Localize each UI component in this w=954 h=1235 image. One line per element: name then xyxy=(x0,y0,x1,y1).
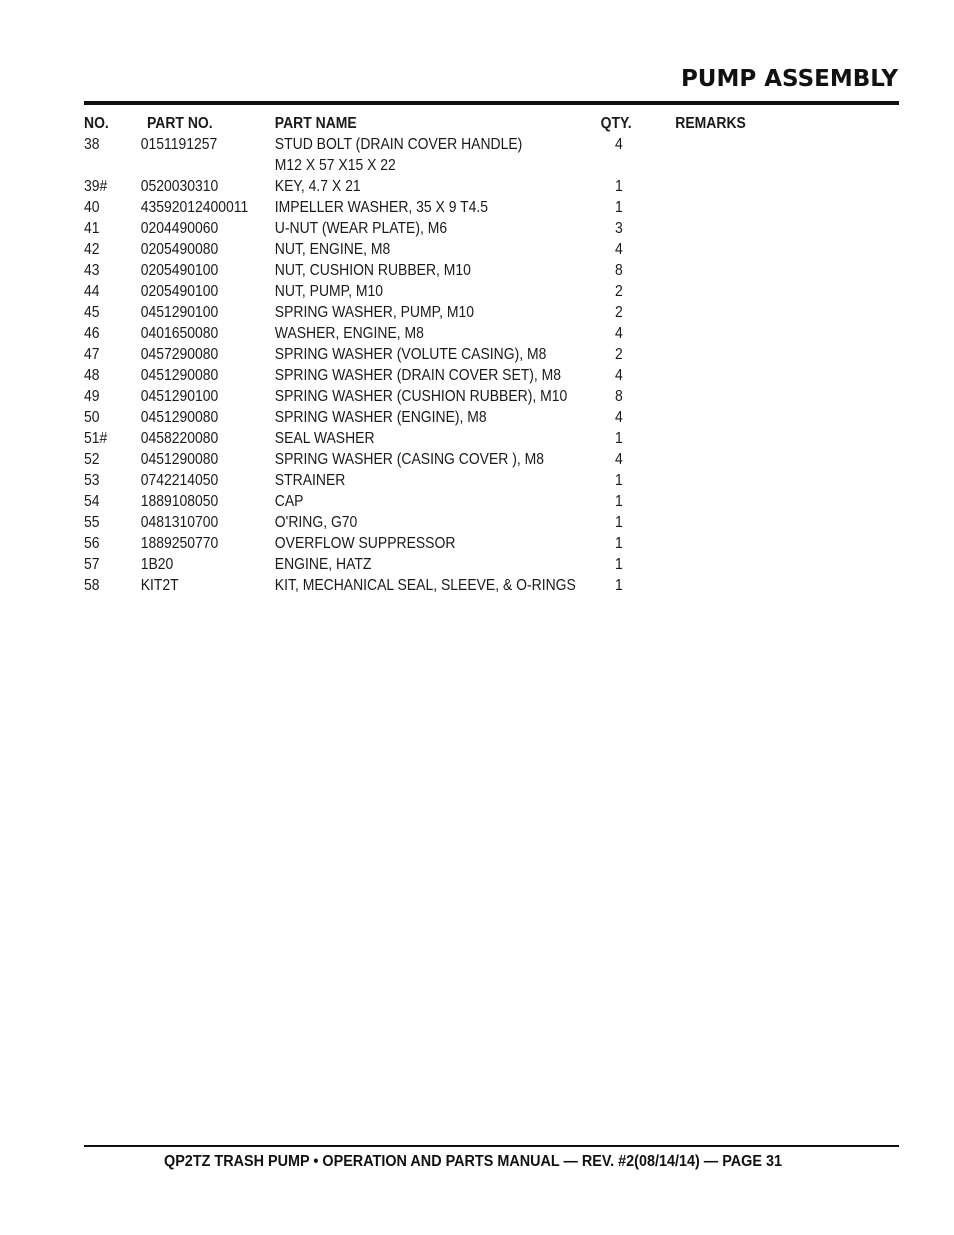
cell-part-no: 0520030310 xyxy=(140,178,219,195)
table-row xyxy=(84,197,818,218)
cell-part-no: 0457290080 xyxy=(140,346,219,363)
table-row xyxy=(84,575,818,596)
table-row xyxy=(84,491,818,512)
column-header-no: NO. xyxy=(84,115,109,132)
cell-part-no: 0151191257 xyxy=(140,136,218,153)
table-row xyxy=(84,218,818,239)
table-row xyxy=(84,260,818,281)
table-row xyxy=(84,323,818,344)
table-row xyxy=(84,239,818,260)
cell-qty: 8 xyxy=(615,388,623,405)
cell-no: 38 xyxy=(84,136,100,153)
table-body xyxy=(84,134,899,596)
cell-qty: 1 xyxy=(615,493,623,510)
table-row xyxy=(84,428,818,449)
cell-no: 57 xyxy=(84,556,100,573)
column-header-remarks: REMARKS xyxy=(675,115,746,132)
table-row xyxy=(84,281,818,302)
cell-qty: 3 xyxy=(615,220,623,237)
cell-qty: 2 xyxy=(615,283,623,300)
column-header-part-no: PART NO. xyxy=(147,115,213,132)
cell-part-no: 1889250770 xyxy=(140,535,219,552)
cell-qty: 2 xyxy=(615,304,623,321)
cell-part-name: SPRING WASHER (DRAIN COVER SET), M8 xyxy=(274,367,562,384)
cell-qty: 1 xyxy=(615,556,623,573)
cell-part-no: 0481310700 xyxy=(140,514,219,531)
cell-part-no: 0451290080 xyxy=(140,451,219,468)
cell-part-name: NUT, CUSHION RUBBER, M10 xyxy=(274,262,471,279)
title-divider xyxy=(84,101,899,105)
cell-part-name: KEY, 4.7 X 21 xyxy=(274,178,361,195)
cell-qty: 4 xyxy=(615,451,623,468)
cell-qty: 4 xyxy=(615,367,623,384)
cell-part-name: SPRING WASHER (CASING COVER ), M8 xyxy=(274,451,545,468)
cell-no: 52 xyxy=(84,451,100,468)
page-footer: QP2TZ TRASH PUMP • OPERATION AND PARTS MANUAL — REV. #2(08/14/14) — PAGE 31 xyxy=(164,1153,782,1170)
cell-no: 56 xyxy=(84,535,100,552)
table-row xyxy=(84,365,818,386)
column-header-part-name: PART NAME xyxy=(274,115,357,132)
cell-no: 47 xyxy=(84,346,100,363)
page-title: PUMP ASSEMBLY xyxy=(680,66,898,92)
cell-no: 41 xyxy=(84,220,100,237)
cell-part-no: 0451290080 xyxy=(140,367,219,384)
cell-qty: 4 xyxy=(615,136,623,153)
cell-part-name: U-NUT (WEAR PLATE), M6 xyxy=(274,220,448,237)
cell-part-name: M12 X 57 X15 X 22 xyxy=(274,157,396,174)
cell-part-name: STRAINER xyxy=(274,472,346,489)
cell-part-name: NUT, ENGINE, M8 xyxy=(274,241,391,258)
cell-no: 39# xyxy=(84,178,108,195)
table-row xyxy=(84,302,818,323)
column-header-qty: QTY. xyxy=(600,115,632,132)
cell-no: 48 xyxy=(84,367,100,384)
cell-part-no: 0742214050 xyxy=(140,472,219,489)
cell-part-no: 0451290100 xyxy=(140,304,219,321)
cell-no: 58 xyxy=(84,577,100,594)
cell-qty: 1 xyxy=(615,472,623,489)
cell-qty: 1 xyxy=(615,430,623,447)
cell-part-no: 0204490060 xyxy=(140,220,219,237)
cell-part-no: 0401650080 xyxy=(140,325,219,342)
table-row xyxy=(84,134,818,155)
cell-part-no: 0205490100 xyxy=(140,262,219,279)
cell-part-name: KIT, MECHANICAL SEAL, SLEEVE, & O-RINGS xyxy=(274,577,576,594)
cell-no: 44 xyxy=(84,283,100,300)
cell-no: 55 xyxy=(84,514,100,531)
cell-part-name: WASHER, ENGINE, M8 xyxy=(274,325,424,342)
cell-no: 46 xyxy=(84,325,100,342)
cell-no: 49 xyxy=(84,388,100,405)
cell-part-name: SPRING WASHER (CUSHION RUBBER), M10 xyxy=(274,388,568,405)
cell-part-no: 0451290100 xyxy=(140,388,219,405)
cell-no: 50 xyxy=(84,409,100,426)
cell-part-name: OVERFLOW SUPPRESSOR xyxy=(274,535,456,552)
cell-no: 54 xyxy=(84,493,100,510)
cell-no: 43 xyxy=(84,262,100,279)
cell-part-no: 0458220080 xyxy=(140,430,219,447)
cell-part-name: STUD BOLT (DRAIN COVER HANDLE) xyxy=(274,136,523,153)
cell-part-no: KIT2T xyxy=(140,577,179,594)
cell-qty: 2 xyxy=(615,346,623,363)
footer-divider xyxy=(84,1145,899,1147)
cell-no: 42 xyxy=(84,241,100,258)
table-row xyxy=(84,407,818,428)
table-row xyxy=(84,470,818,491)
table-row xyxy=(84,554,818,575)
cell-part-no: 0451290080 xyxy=(140,409,219,426)
cell-qty: 4 xyxy=(615,325,623,342)
parts-table xyxy=(84,113,899,596)
cell-part-name: SPRING WASHER, PUMP, M10 xyxy=(274,304,475,321)
table-row xyxy=(84,176,818,197)
cell-part-no: 1889108050 xyxy=(140,493,219,510)
cell-part-no: 0205490080 xyxy=(140,241,219,258)
table-row xyxy=(84,344,818,365)
table-row xyxy=(84,512,818,533)
cell-part-name: SPRING WASHER (VOLUTE CASING), M8 xyxy=(274,346,547,363)
cell-qty: 4 xyxy=(615,409,623,426)
table-row xyxy=(84,533,818,554)
table-row xyxy=(84,155,818,176)
cell-no: 51# xyxy=(84,430,108,447)
cell-part-name: ENGINE, HATZ xyxy=(274,556,372,573)
cell-part-name: SEAL WASHER xyxy=(274,430,375,447)
table-row xyxy=(84,449,818,470)
cell-part-name: CAP xyxy=(274,493,304,510)
cell-qty: 1 xyxy=(615,178,623,195)
cell-qty: 1 xyxy=(615,577,623,594)
cell-qty: 1 xyxy=(615,514,623,531)
cell-no: 53 xyxy=(84,472,100,489)
cell-part-no: 43592012400011 xyxy=(140,199,249,216)
cell-part-no: 0205490100 xyxy=(140,283,219,300)
cell-no: 45 xyxy=(84,304,100,321)
cell-part-name: IMPELLER WASHER, 35 X 9 T4.5 xyxy=(274,199,489,216)
cell-part-name: O'RING, G70 xyxy=(274,514,358,531)
table-row xyxy=(84,386,818,407)
cell-qty: 1 xyxy=(615,535,623,552)
cell-part-name: NUT, PUMP, M10 xyxy=(274,283,384,300)
cell-part-no: 1B20 xyxy=(140,556,174,573)
cell-part-name: SPRING WASHER (ENGINE), M8 xyxy=(274,409,487,426)
cell-qty: 8 xyxy=(615,262,623,279)
cell-no: 40 xyxy=(84,199,100,216)
cell-qty: 1 xyxy=(615,199,623,216)
table-header-row xyxy=(84,113,818,134)
cell-qty: 4 xyxy=(615,241,623,258)
